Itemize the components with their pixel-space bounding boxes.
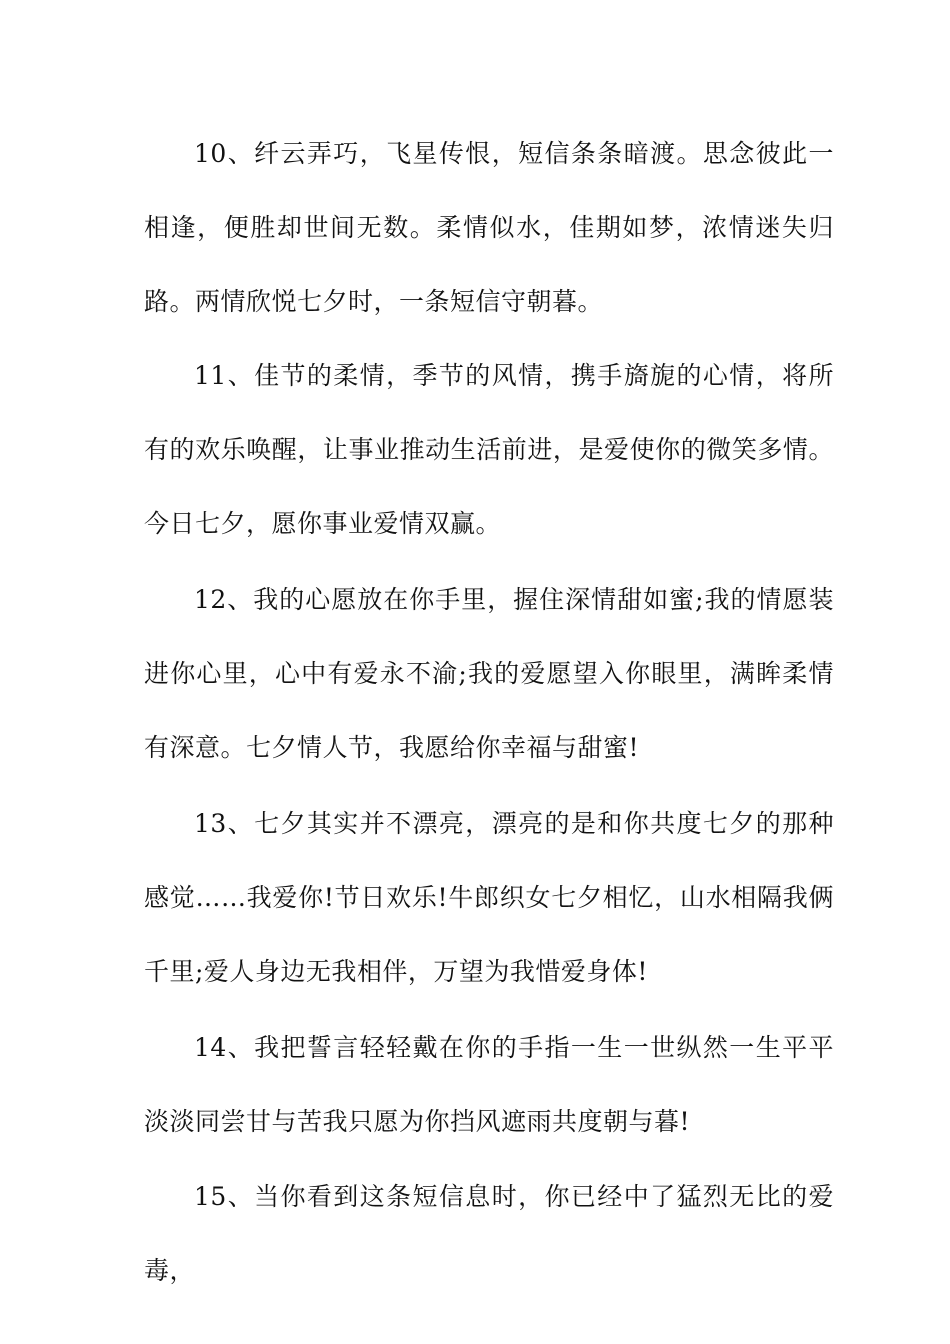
paragraph-13: 13、七夕其实并不漂亮，漂亮的是和你共度七夕的那种感觉……我爱你!节日欢乐!牛郎织女七夕相忆，山水相隔我俩千里;爱人身边无我相伴，万望为我惜爱身体!	[144, 809, 834, 986]
paragraph-15: 15、当你看到这条短信息时，你已经中了猛烈无比的爱毒，	[144, 1182, 834, 1285]
paragraph-10: 10、纤云弄巧，飞星传恨，短信条条暗渡。思念彼此一相逢，便胜却世间无数。柔情似水，佳期如梦，浓情迷失归路。两情欣悦七夕时，一条短信守朝暮。	[144, 139, 834, 316]
paragraph-12: 12、我的心愿放在你手里，握住深情甜如蜜;我的情愿装进你心里，心中有爱永不渝;我的爱愿望入你眼里，满眸柔情有深意。七夕情人节，我愿给你幸福与甜蜜!	[144, 585, 834, 762]
paragraph-11: 11、佳节的柔情，季节的风情，携手旖旎的心情，将所有的欢乐唤醒，让事业推动生活前进，是爱使你的微笑多情。今日七夕，愿你事业爱情双赢。	[144, 361, 834, 538]
paragraph-14: 14、我把誓言轻轻戴在你的手指一生一世纵然一生平平淡淡同尝甘与苦我只愿为你挡风遮雨共度朝与暮!	[144, 1033, 834, 1136]
